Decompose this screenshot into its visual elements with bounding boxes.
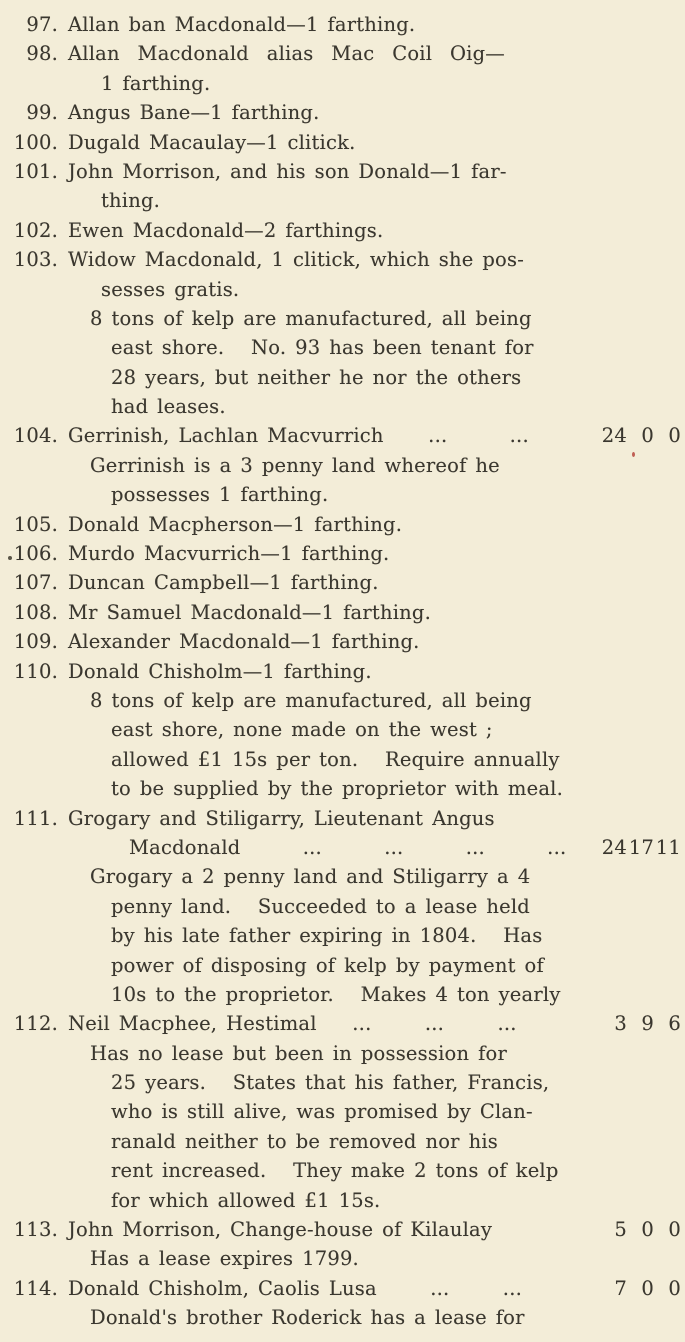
amount-lsd <box>600 421 681 450</box>
line-text: Allan Macdonald alias Mac Coil Oig— <box>68 42 505 66</box>
entry-number: 111. <box>13 806 58 830</box>
line-text: 1 farthing. <box>101 71 211 95</box>
entry-line <box>0 627 685 656</box>
line-text: John Morrison, Change-house of Kilaulay <box>68 1218 493 1242</box>
line-text: Murdo Macvurrich—1 farthing. <box>68 542 390 566</box>
line-text: Neil Macphee, Hestimal ... ... ... <box>68 1012 517 1036</box>
line-text: Donald Chisholm—1 farthing. <box>68 659 372 683</box>
entry-number: 109. <box>13 630 58 654</box>
entry-number: 105. <box>13 512 58 536</box>
line-text: 10s to the proprietor. Makes 4 ton yearly <box>111 982 561 1006</box>
line-text: to be supplied by the proprietor with meal. <box>111 777 563 801</box>
entry-number: 103. <box>13 248 58 272</box>
entry-number: 107. <box>13 571 58 595</box>
line-text: Donald's brother Roderick has a lease for <box>90 1306 525 1330</box>
continuation-line <box>0 186 685 215</box>
amount-shillings: 0 <box>641 1218 654 1242</box>
line-text: Ewen Macdonald—2 farthings. <box>68 218 384 242</box>
continuation-line <box>0 686 685 715</box>
entry-number: 102. <box>13 218 58 242</box>
entry-line <box>0 1009 685 1038</box>
amount-lsd <box>600 833 681 862</box>
amount-shillings: 0 <box>641 1276 654 1300</box>
amount-pounds: 7 <box>614 1276 627 1300</box>
entry-line <box>0 157 685 186</box>
continuation-line <box>0 951 685 980</box>
continuation-line <box>0 862 685 891</box>
continuation-line <box>0 921 685 950</box>
entry-line <box>0 598 685 627</box>
line-text: penny land. Succeeded to a lease held <box>111 894 530 918</box>
continuation-line <box>0 275 685 304</box>
line-text: ranald neither to be removed nor his <box>111 1129 498 1153</box>
entry-number: 98. <box>26 42 58 66</box>
line-text: had leases. <box>111 395 226 419</box>
entry-number: 114. <box>13 1276 58 1300</box>
line-text: east shore, none made on the west ; <box>111 718 493 742</box>
entry-line <box>0 568 685 597</box>
line-text: 8 tons of kelp are manufactured, all being <box>90 306 532 330</box>
entry-number: 100. <box>13 130 58 154</box>
continuation-line <box>0 451 685 480</box>
line-text: Has no lease but been in possession for <box>90 1041 507 1065</box>
continuation-line <box>0 69 685 98</box>
continuation-line <box>0 1127 685 1156</box>
entry-line <box>0 1274 685 1303</box>
line-text: possesses 1 farthing. <box>111 483 329 507</box>
continuation-line <box>0 774 685 803</box>
entry-number: 110. <box>13 659 58 683</box>
continuation-line <box>0 333 685 362</box>
line-text: Gerrinish is a 3 penny land whereof he <box>90 453 500 477</box>
amount-lsd <box>600 1009 681 1038</box>
line-text: Mr Samuel Macdonald—1 farthing. <box>68 600 431 624</box>
amount-pounds: 5 <box>614 1218 627 1242</box>
line-text: power of disposing of kelp by payment of <box>111 953 544 977</box>
amount-shillings: 17 <box>628 835 654 859</box>
continuation-line <box>0 1186 685 1215</box>
entry-line <box>0 128 685 157</box>
entry-line <box>0 216 685 245</box>
amount-lsd <box>600 1274 681 1303</box>
continuation-line <box>0 480 685 509</box>
continuation-line <box>0 1097 685 1126</box>
line-text: Gerrinish, Lachlan Macvurrich ... ... <box>68 424 529 448</box>
line-text: John Morrison, and his son Donald—1 far- <box>68 159 507 183</box>
continuation-line <box>0 980 685 1009</box>
line-text: Widow Macdonald, 1 clitick, which she pos- <box>68 248 524 272</box>
continuation-line <box>0 1068 685 1097</box>
entry-line <box>0 10 685 39</box>
continuation-line <box>0 363 685 392</box>
entry-number: 97. <box>26 13 58 36</box>
line-text: east shore. No. 93 has been tenant for <box>111 336 534 360</box>
entry-number: 112. <box>13 1012 58 1036</box>
line-text: allowed £1 15s per ton. Require annually <box>111 747 560 771</box>
entry-number: 104. <box>13 424 58 448</box>
entry-number: 99. <box>26 101 58 125</box>
line-text: Donald Chisholm, Caolis Lusa ... ... <box>68 1276 523 1300</box>
continuation-line <box>0 745 685 774</box>
line-text: Dugald Macaulay—1 clitick. <box>68 130 356 154</box>
amount-pence: 0 <box>668 424 681 448</box>
continuation-line <box>0 392 685 421</box>
entry-line <box>0 804 685 833</box>
amount-pounds: 24 <box>601 424 627 448</box>
amount-pounds: 24 <box>601 835 627 859</box>
entry-number: 101. <box>13 159 58 183</box>
line-text: 25 years. States that his father, Francis, <box>111 1071 550 1095</box>
amount-lsd <box>600 1215 681 1244</box>
entry-number: 106. <box>13 542 58 566</box>
entry-line <box>0 421 685 450</box>
continuation-line <box>0 1156 685 1185</box>
amount-shillings: 9 <box>641 1012 654 1036</box>
continuation-line <box>0 1303 685 1332</box>
line-text: Duncan Campbell—1 farthing. <box>68 571 379 595</box>
line-text: Angus Bane—1 farthing. <box>68 101 320 125</box>
entry-number: 113. <box>13 1218 58 1242</box>
line-text: Has a lease expires 1799. <box>90 1247 359 1271</box>
entry-line <box>0 39 685 68</box>
line-text: thing. <box>101 189 161 213</box>
line-text: Allan ban Macdonald—1 farthing. <box>68 13 416 36</box>
continuation-line <box>0 1039 685 1068</box>
line-text: Donald Macpherson—1 farthing. <box>68 512 403 536</box>
entry-line <box>0 539 685 568</box>
line-text: for which allowed £1 15s. <box>111 1188 381 1212</box>
entry-line <box>0 245 685 274</box>
line-text: Grogary a 2 penny land and Stiligarry a 4 <box>90 865 531 889</box>
amount-pence: 11 <box>655 835 681 859</box>
entry-number: 108. <box>13 600 58 624</box>
entry-line <box>0 1215 685 1244</box>
entry-line <box>0 98 685 127</box>
line-text: rent increased. They make 2 tons of kelp <box>111 1159 559 1183</box>
amount-pounds: 3 <box>614 1012 627 1036</box>
continuation-line <box>0 715 685 744</box>
entry-line <box>0 657 685 686</box>
entry-line <box>0 510 685 539</box>
amount-pence: 6 <box>668 1012 681 1036</box>
amount-shillings: 0 <box>641 424 654 448</box>
line-text: who is still alive, was promised by Clan- <box>111 1100 533 1124</box>
continuation-line <box>0 1244 685 1273</box>
amount-pence: 0 <box>668 1218 681 1242</box>
continuation-line <box>0 304 685 333</box>
line-text: 8 tons of kelp are manufactured, all being <box>90 688 532 712</box>
line-text: Grogary and Stiligarry, Lieutenant Angus <box>68 806 495 830</box>
continuation-line <box>0 892 685 921</box>
line-text: Macdonald ... ... ... ... <box>129 835 567 859</box>
line-text: sesses gratis. <box>101 277 240 301</box>
amount-pence: 0 <box>668 1276 681 1300</box>
continuation-line <box>0 833 685 862</box>
line-text: by his late father expiring in 1804. Has <box>111 924 543 948</box>
line-text: Alexander Macdonald—1 farthing. <box>68 630 420 654</box>
line-text: 28 years, but neither he nor the others <box>111 365 522 389</box>
